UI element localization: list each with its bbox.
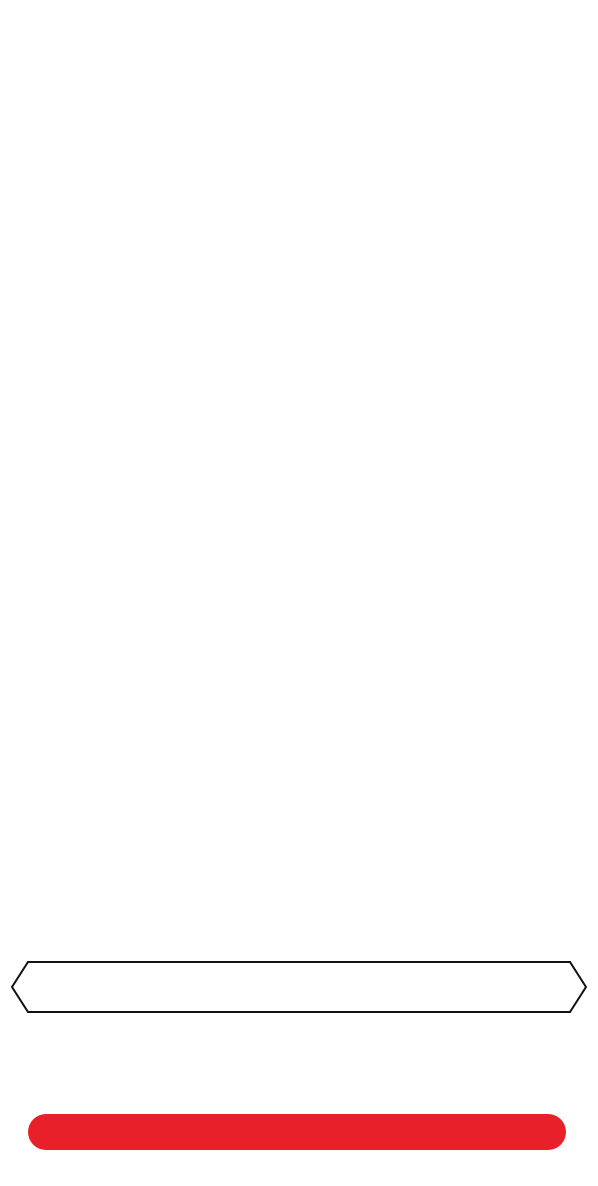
- banner-frame: [10, 960, 588, 1014]
- served-with-pill: [28, 1114, 566, 1150]
- extras-banner: [10, 960, 588, 1014]
